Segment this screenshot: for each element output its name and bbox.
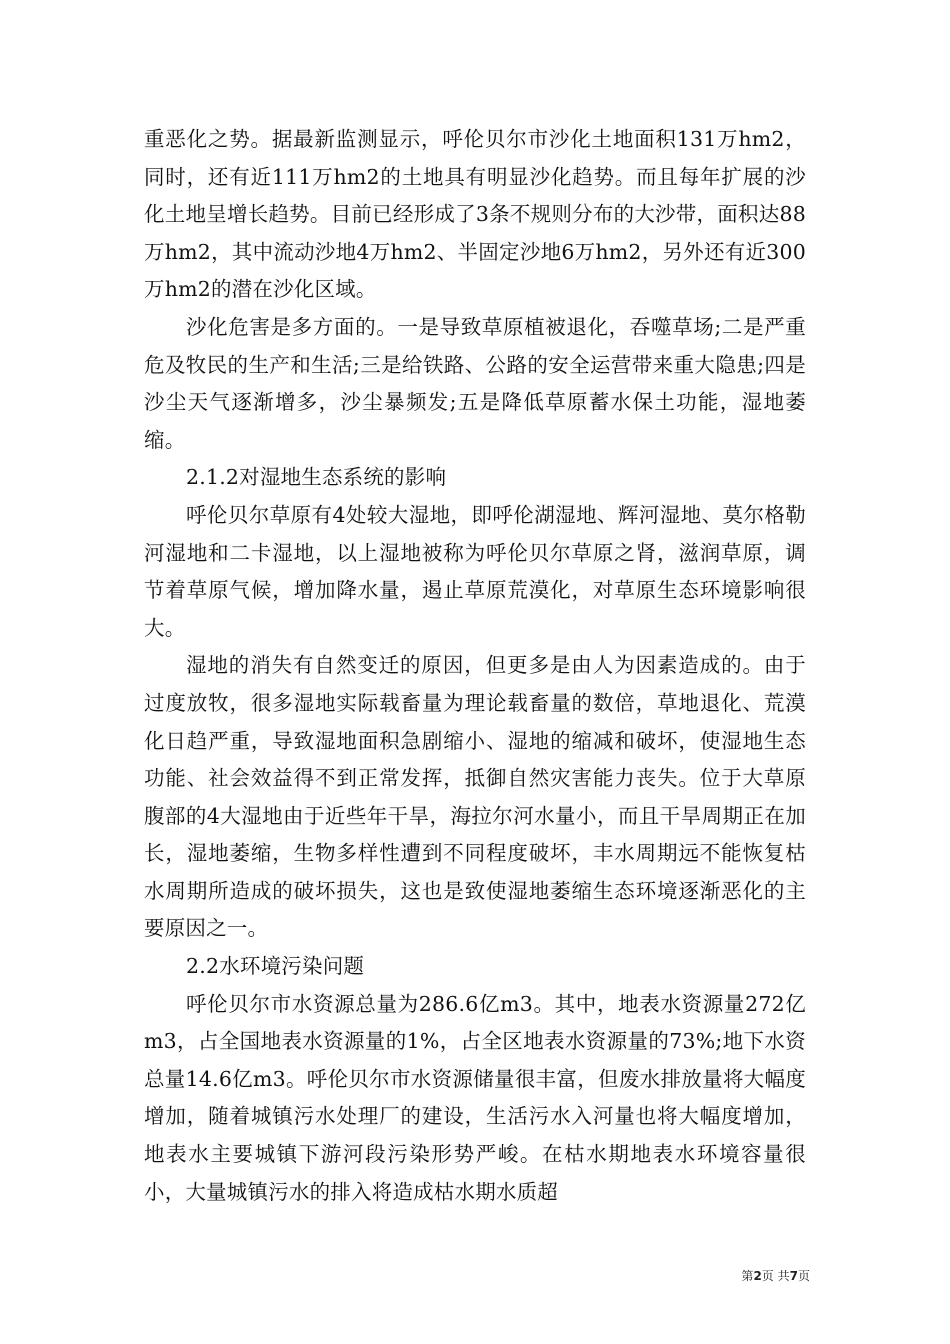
footer-total-pages: 7	[789, 1269, 798, 1283]
paragraph-2: 沙化危害是多方面的。一是导致草原植被退化，吞噬草场;二是严重危及牧民的生产和生活;三是给铁路、公路的安全运营带来重大隐患;四是沙尘天气逐渐增多，沙尘暴频发;五是降低草原蓄水保土功能，湿地萎缩。	[144, 314, 806, 452]
footer-suffix: 页	[797, 1269, 810, 1283]
paragraph-1: 重恶化之势。据最新监测显示，呼伦贝尔市沙化土地面积131万hm2，同时，还有近111万hm2的土地具有明显沙化趋势。而且每年扩展的沙化土地呈增长趋势。目前已经形成了3条不规则分布的大沙带，面积达88万hm2，其中流动沙地4万hm2、半固定沙地6万hm2，另外还有近300万hm2的潜在沙化区域。	[144, 127, 806, 302]
section-heading-2-1-2: 2.1.2对湿地生态系统的影响	[186, 465, 447, 490]
paragraph-5: 呼伦贝尔市水资源总量为286.6亿m3。其中，地表水资源量272亿m3，占全国地表水资源量的1%，占全区地表水资源量的73%;地下水资总量14.6亿m3。呼伦贝尔市水资源储量很丰富，但废水排放量将大幅度增加，随着城镇污水处理厂的建设，生活污水入河量也将大幅度增加，地表水主要城镇下游河段污染形势严峻。在枯水期地表水环境容量很小，大量城镇污水的排入将造成枯水期水质超	[144, 991, 806, 1204]
paragraph-3: 呼伦贝尔草原有4处较大湿地，即呼伦湖湿地、辉河湿地、莫尔格勒河湿地和二卡湿地，以上湿地被称为呼伦贝尔草原之肾，滋润草原，调节着草原气候，增加降水量，遏止草原荒漠化，对草原生态环境影响很大。	[144, 502, 806, 640]
footer-page-number: 2	[753, 1269, 762, 1283]
footer-prefix: 第	[741, 1269, 754, 1283]
document-body	[144, 121, 806, 1211]
section-heading-2-2: 2.2水环境污染问题	[186, 954, 365, 979]
page-footer	[700, 1267, 810, 1284]
footer-middle: 页 共	[761, 1269, 790, 1283]
paragraph-4: 湿地的消失有自然变迁的原因，但更多是由人为因素造成的。由于过度放牧，很多湿地实际载畜量为理论载畜量的数倍，草地退化、荒漠化日趋严重，导致湿地面积急剧缩小、湿地的缩减和破坏，使湿地生态功能、社会效益得不到正常发挥，抵御自然灾害能力丧失。位于大草原腹部的4大湿地由于近些年干旱，海拉尔河水量小，而且干旱周期正在加长，湿地萎缩，生物多样性遭到不同程度破坏，丰水周期远不能恢复枯水周期所造成的破坏损失，这也是致使湿地萎缩生态环境逐渐恶化的主要原因之一。	[144, 653, 806, 941]
